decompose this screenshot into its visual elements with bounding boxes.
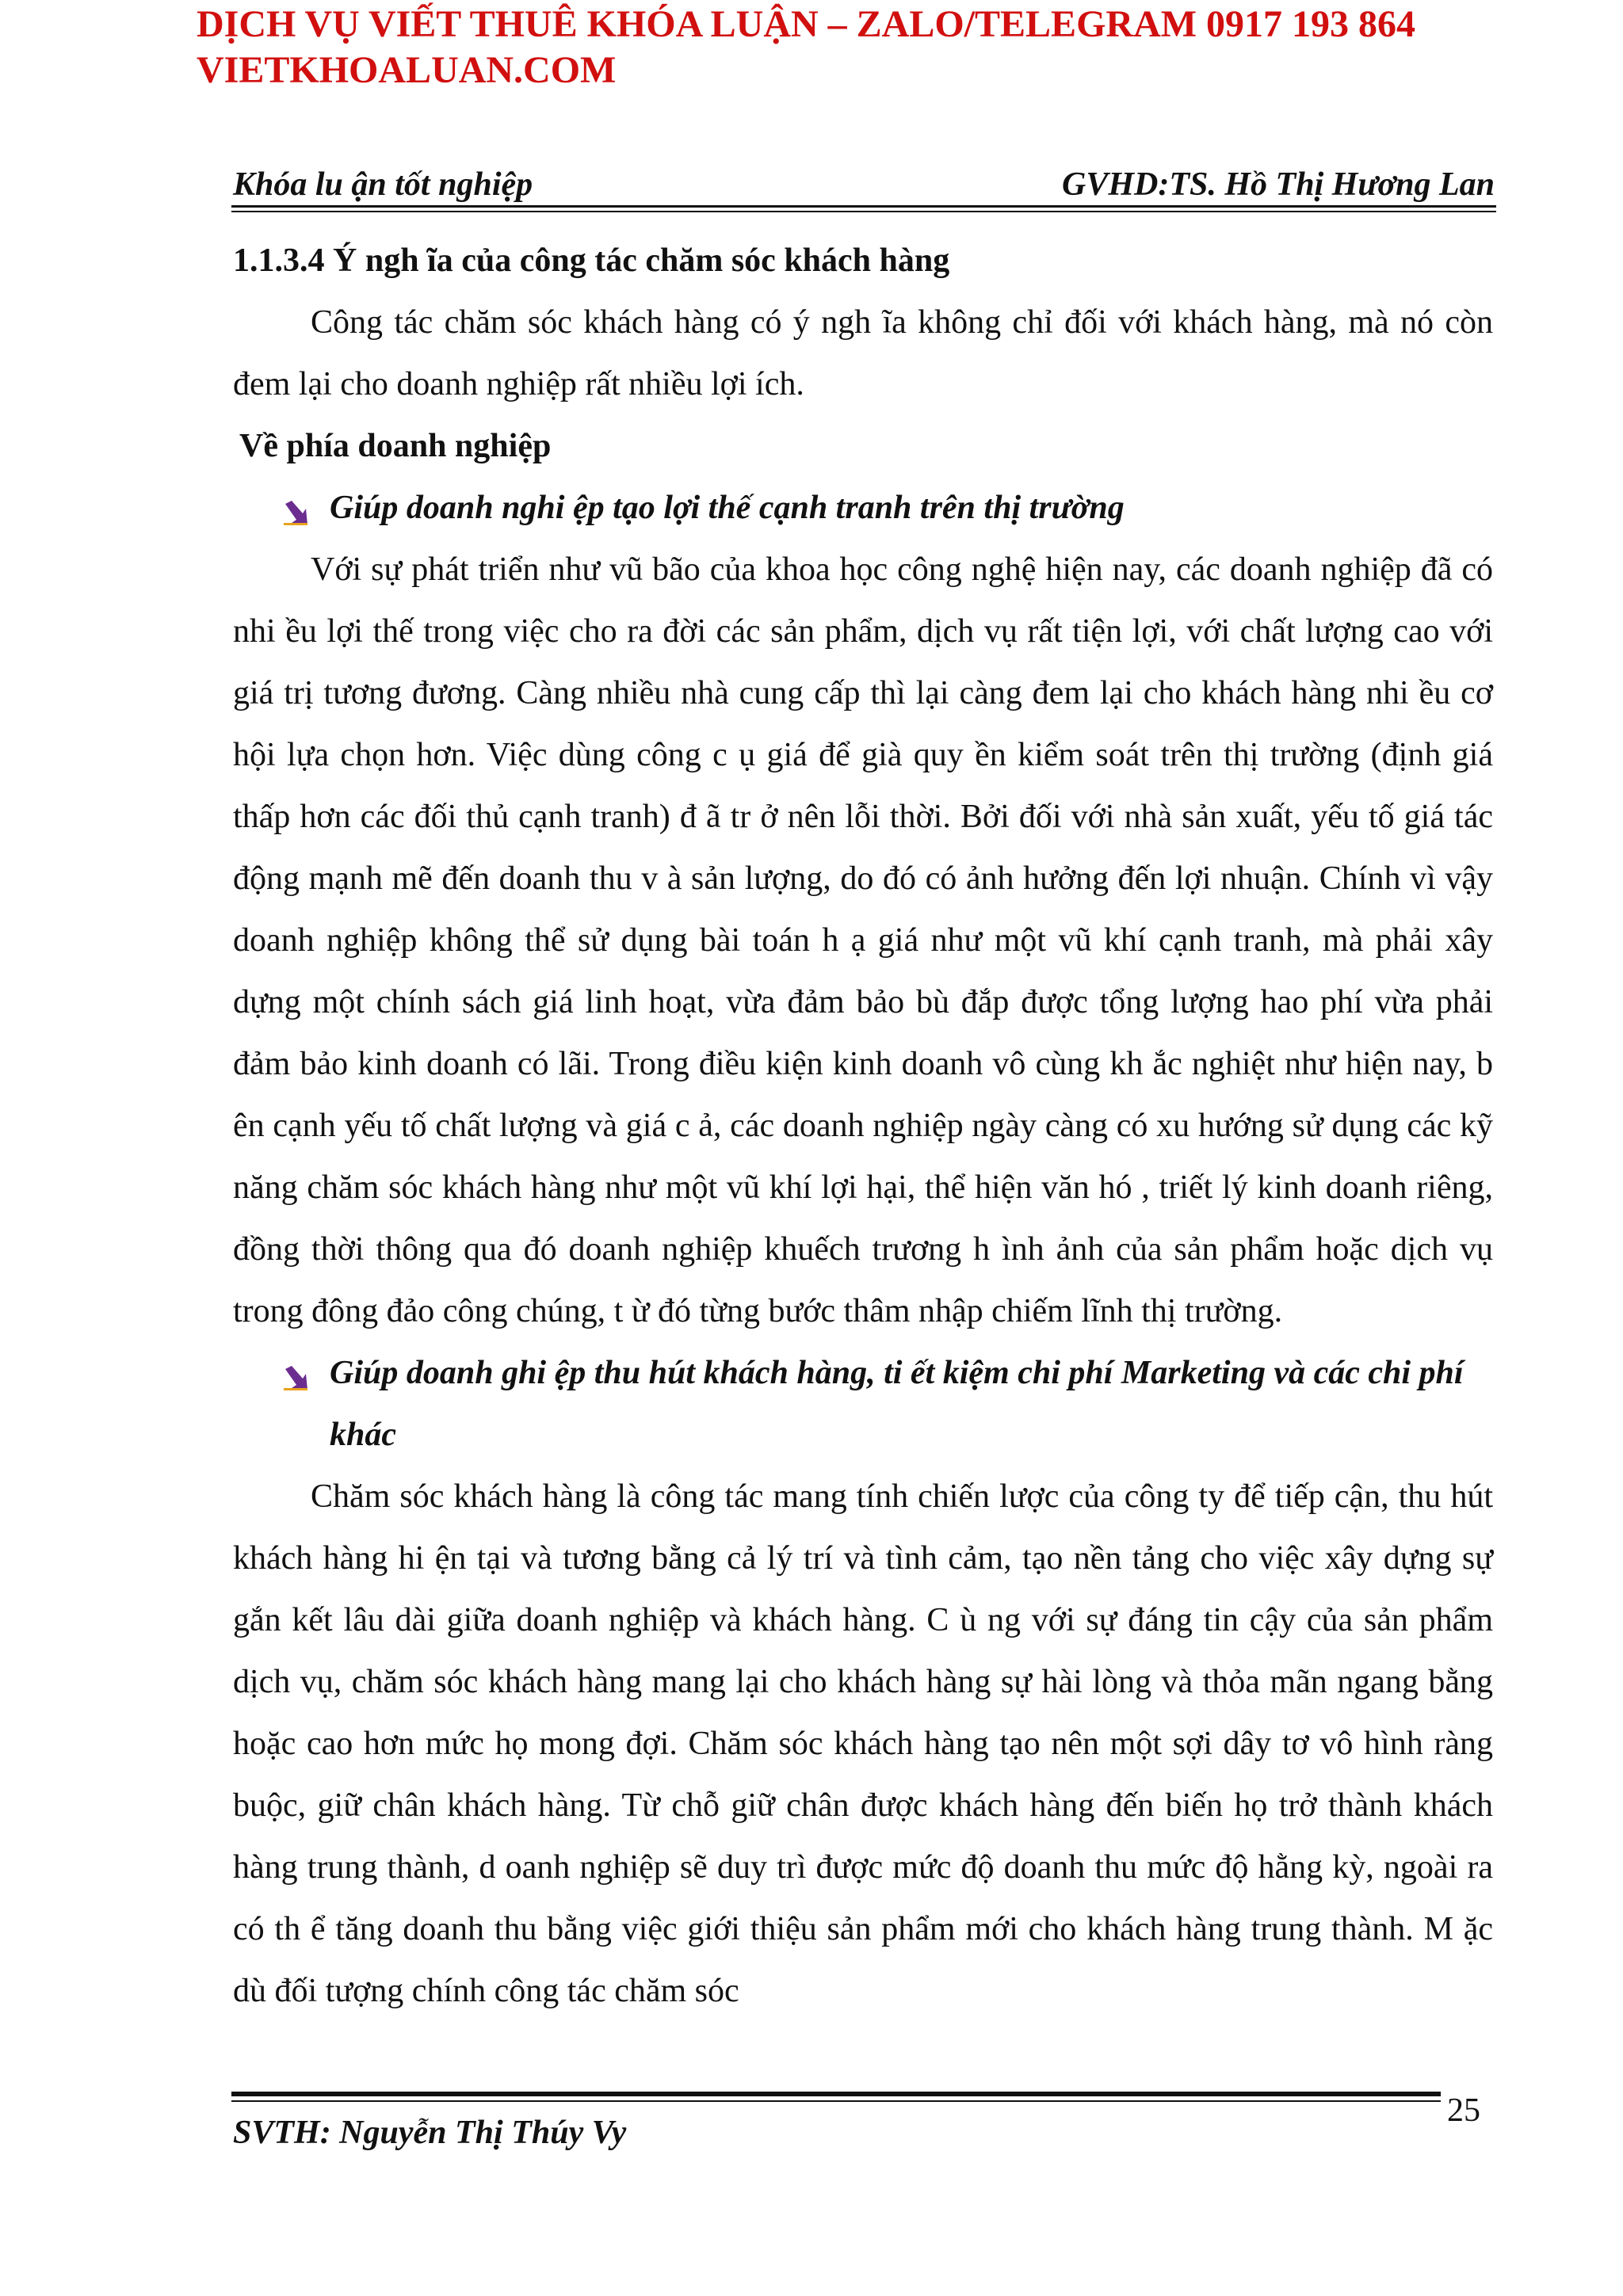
bullet-item-2 [233,1342,1493,1466]
footer-author: SVTH: Nguyễn Thị Thúy Vy [233,2115,627,2151]
bullet-1-text: Giúp doanh nghi ệp tạo lợi thế cạnh tranh trên thị trường [330,490,1125,526]
paragraph-2: Chăm sóc khách hàng là công tác mang tính chiến lược của công ty để tiếp cận, thu hút khách hàng hi ện tại và tương bằng cả lý trí và tình cảm, tạo nền tảng cho việc xây dựng sự gắn kết lâu dài giữa doanh nghiệp và khách hàng. C ù ng với sự đáng tin cậy của sản phẩm dịch vụ, chăm sóc khách hàng mang lại cho khách hàng sự hài lòng và thỏa mãn ngang bằng hoặc cao hơn mức họ mong đợi. Chăm sóc khách hàng tạo nên một sợi dây tơ vô hình ràng buộc, giữ chân khách hàng. Từ chỗ giữ chân được khách hàng đến biến họ trở thành khách hàng trung thành, d oanh nghiệp sẽ duy trì được mức độ doanh thu mức độ hằng kỳ, ngoài ra có th ể tăng doanh thu bằng việc giới thiệu sản phẩm mới cho khách hàng trung thành. M ặc dù đối tượng chính công tác chăm sóc [233,1478,1493,2009]
watermark-banner [197,2,1415,93]
intro-paragraph: Công tác chăm sóc khách hàng có ý ngh ĩa không chỉ đối với khách hàng, mà nó còn đem lại cho doanh nghiệp rất nhiều lợi ích. [233,304,1493,402]
header-rule [231,205,1496,208]
header-rule-thin [231,211,1496,212]
arrow-down-right-icon [282,1364,309,1391]
header-thesis-label: Khóa lu ận tốt nghiệp [233,166,533,203]
page-body [233,230,1493,2022]
paragraph-1: Với sự phát triển như vũ bão của khoa học công nghệ hiện nay, các doanh nghiệp đã có nhi ều lợi thế trong việc cho ra đời các sản phẩm, dịch vụ rất tiện lợi, với chất lượng cao với giá trị tương đương. Càng nhiều nhà cung cấp thì lại càng đem lại cho khách hàng nhi ều cơ hội lựa chọn hơn. Việc dùng công c ụ giá để già quy ền kiểm soát trên thị trường (định giá thấp hơn các đối thủ cạnh tranh) đ ã tr ở nên lỗi thời. Bởi đối với nhà sản xuất, yếu tố giá tác động mạnh mẽ đến doanh thu v à sản lượng, do đó có ảnh hưởng đến lợi nhuận. Chính vì vậy doanh nghiệp không thể sử dụng bài toán h ạ giá như một vũ khí cạnh tranh, mà phải xây dựng một chính sách giá linh hoạt, vừa đảm bảo bù đắp được tổng lượng hao phí vừa phải đảm bảo kinh doanh có lãi. Trong điều kiện kinh doanh vô cùng kh ắc nghiệt như hiện nay, b ên cạnh yếu tố chất lượng và giá c ả, các doanh nghiệp ngày càng có xu hướng sử dụng các kỹ năng chăm sóc khách hàng như một vũ khí lợi hại, thể hiện văn hó , triết lý kinh doanh riêng, đồng thời thông qua đó doanh nghiệp khuếch trương h ình ảnh của sản phẩm hoặc dịch vụ trong đông đảo công chúng, t ừ đó từng bước thâm nhập chiếm lĩnh thị trường. [233,551,1493,1329]
bullet-item-1 [233,477,1493,539]
footer-rule-thin [231,2100,1441,2102]
section-title: 1.1.3.4 Ý ngh ĩa của công tác chăm sóc khách hàng [233,242,950,279]
watermark-line-1: DỊCH VỤ VIẾT THUÊ KHÓA LUẬN – ZALO/TELEGRAM 0917 193 864 [197,3,1416,45]
subheading: Về phía doanh nghiệp [239,428,552,464]
bullet-2-text: Giúp doanh ghi ệp thu hút khách hàng, ti ết kiệm chi phí Marketing và các chi phí khác [330,1355,1464,1453]
footer-rule [231,2092,1441,2096]
arrow-down-right-icon [282,499,309,526]
header-advisor: GVHD:TS. Hồ Thị Hương Lan [1062,166,1495,203]
watermark-line-2: VIETKHOALUAN.COM [197,49,617,91]
page-number: 25 [1447,2092,1480,2129]
